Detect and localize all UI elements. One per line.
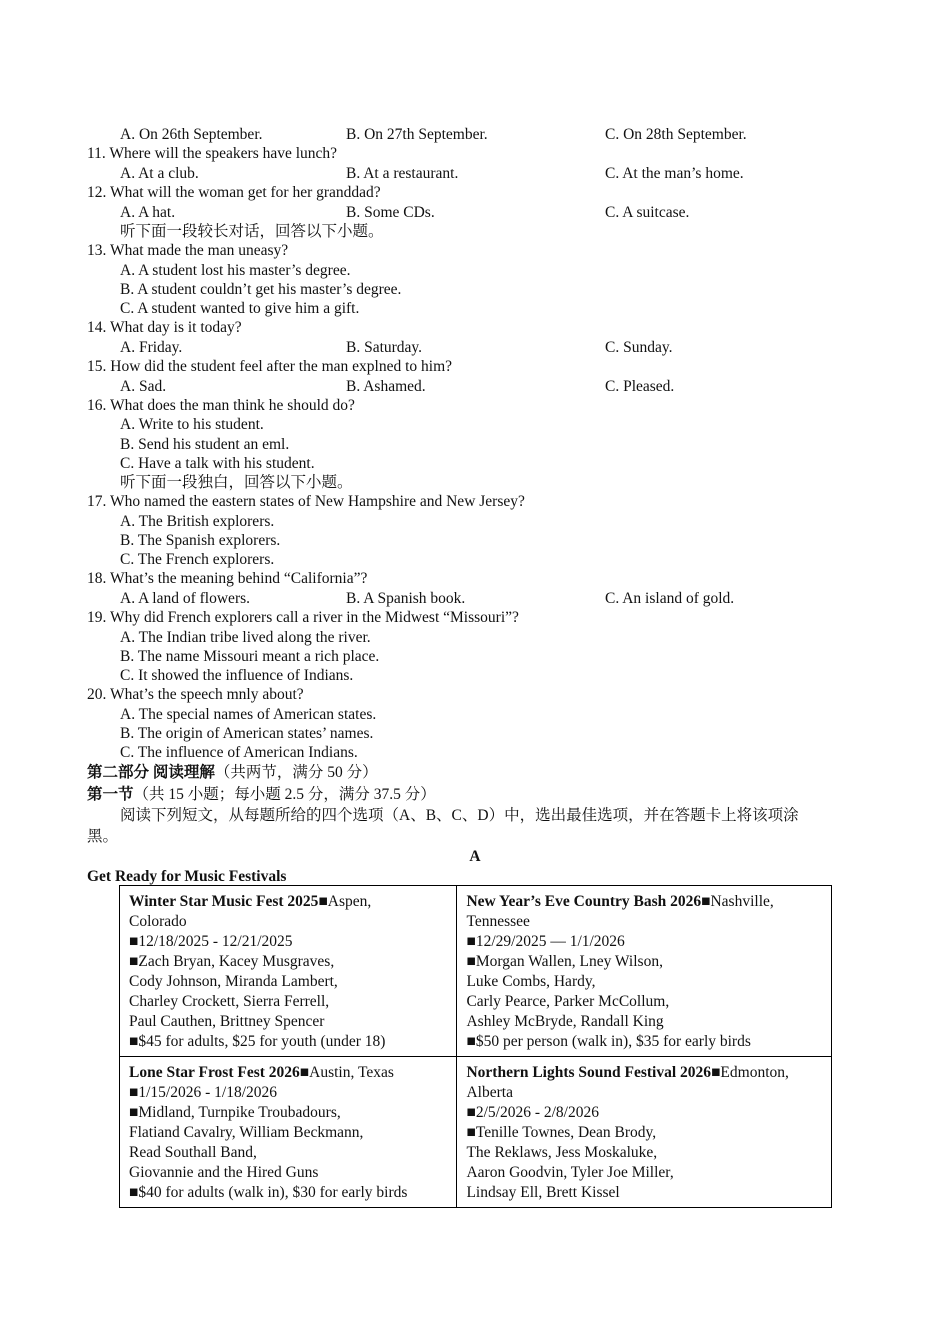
festival-artists: ■Tenille Townes, Dean Brody, [466, 1124, 657, 1141]
festival-name: New Year’s Eve Country Bash 2026 [466, 893, 702, 910]
q11-option-b: B. At a restaurant. [346, 165, 459, 182]
festival-location: ■Nashville, [701, 893, 774, 910]
q14-question: 14. What day is it today? [87, 319, 242, 336]
festival-dates: ■12/29/2025 — 1/1/2026 [466, 933, 625, 950]
festival-location-cont: Alberta [466, 1084, 513, 1101]
part2-title: 第二部分 阅读理解 [87, 764, 215, 781]
table-row [120, 1057, 832, 1208]
festival-name-line [466, 1063, 822, 1083]
festival-location: ■Edmonton, [711, 1064, 789, 1081]
q10-option-b: B. On 27th September. [346, 126, 488, 143]
q10-option-c: C. On 28th September. [605, 126, 747, 143]
festival-artists: Giovannie and the Hired Guns [129, 1164, 319, 1181]
part2-heading [87, 763, 378, 782]
q17-option-a: A. The British explorers. [120, 513, 275, 530]
q18-option-b: B. A Spanish book. [346, 590, 466, 607]
festival-artists: Charley Crockett, Sierra Ferrell, [129, 993, 330, 1010]
q14-option-a: A. Friday. [120, 339, 183, 356]
q12-question: 12. What will the woman get for her granddad? [87, 184, 381, 201]
q10-option-a: A. On 26th September. [120, 126, 263, 143]
festival-price: ■$45 for adults, $25 for youth (under 18) [129, 1033, 386, 1050]
passage-title: Get Ready for Music Festivals [87, 868, 287, 885]
passage-label: A [469, 848, 481, 865]
q13-option-a: A. A student lost his master’s degree. [120, 262, 351, 279]
festival-artists: Paul Cauthen, Brittney Spencer [129, 1013, 325, 1030]
festival-name: Winter Star Music Fest 2025 [129, 893, 319, 910]
festival-artists: Luke Combs, Hardy, [466, 973, 596, 990]
festival-artists: Lindsay Ell, Brett Kissel [466, 1184, 620, 1201]
q16-option-a: A. Write to his student. [120, 416, 264, 433]
festival-artists: Aaron Goodvin, Tyler Joe Miller, [466, 1164, 674, 1181]
festival-artists: The Reklaws, Jess Moskaluke, [466, 1144, 658, 1161]
q18-option-c: C. An island of gold. [605, 590, 735, 607]
q12-option-c: C. A suitcase. [605, 204, 690, 221]
festival-price: ■$40 for adults (walk in), $30 for early birds [129, 1184, 408, 1201]
festival-location: ■Austin, Texas [299, 1064, 394, 1081]
festival-cell-lone-star [120, 1057, 457, 1208]
instruction-monologue: 听下面一段独白，回答以下小题。 [120, 474, 353, 491]
q11-question: 11. Where will the speakers have lunch? [87, 145, 338, 162]
festival-dates: ■12/18/2025 - 12/21/2025 [129, 933, 293, 950]
festival-cell-new-years-eve [457, 886, 832, 1057]
reading-instruction-line2: 黑。 [87, 828, 119, 845]
festival-location: ■Aspen, [318, 893, 372, 910]
q15-question: 15. How did the student feel after the man explned to him? [87, 358, 453, 375]
festival-price: ■$50 per person (walk in), $35 for early birds [466, 1033, 751, 1050]
q12-option-a: A. A hat. [120, 204, 176, 221]
q14-option-c: C. Sunday. [605, 339, 673, 356]
section1-score: （共 15 小题；每小题 2.5 分，满分 37.5 分） [133, 786, 436, 803]
festival-artists: Carly Pearce, Parker McCollum, [466, 993, 670, 1010]
q15-option-b: B. Ashamed. [346, 378, 426, 395]
q16-question: 16. What does the man think he should do? [87, 397, 355, 414]
festival-dates: ■2/5/2026 - 2/8/2026 [466, 1104, 599, 1121]
q16-option-c: C. Have a talk with his student. [120, 455, 315, 472]
festival-cell-winter-star [120, 886, 457, 1057]
festival-name-line [466, 892, 822, 912]
festival-artists: ■Zach Bryan, Kacey Musgraves, [129, 953, 335, 970]
festival-dates: ■1/15/2026 - 1/18/2026 [129, 1084, 277, 1101]
q17-option-c: C. The French explorers. [120, 551, 275, 568]
festival-location-cont: Colorado [129, 913, 187, 930]
q19-question: 19. Why did French explorers call a river in the Midwest “Missouri”? [87, 609, 519, 626]
festival-name-line [129, 1063, 447, 1083]
festival-artists: Read Southall Band, [129, 1144, 257, 1161]
q17-question: 17. Who named the eastern states of New Hampshire and New Jersey? [87, 493, 525, 510]
q11-option-a: A. At a club. [120, 165, 199, 182]
part2-score: （共两节，满分 50 分） [214, 764, 378, 781]
section1-title: 第一节 [87, 786, 134, 803]
festival-name: Northern Lights Sound Festival 2026 [466, 1064, 712, 1081]
festival-name-line [129, 892, 447, 912]
q13-question: 13. What made the man uneasy? [87, 242, 289, 259]
festival-artists: Cody Johnson, Miranda Lambert, [129, 973, 338, 990]
q16-option-b: B. Send his student an eml. [120, 436, 290, 453]
q18-option-a: A. A land of flowers. [120, 590, 251, 607]
q19-option-b: B. The name Missouri meant a rich place. [120, 648, 380, 665]
q20-question: 20. What’s the speech mnly about? [87, 686, 304, 703]
q14-option-b: B. Saturday. [346, 339, 423, 356]
q17-option-b: B. The Spanish explorers. [120, 532, 281, 549]
festivals-table [119, 885, 832, 1208]
festival-artists: Flatiand Cavalry, William Beckmann, [129, 1124, 364, 1141]
festival-location-cont: Tennessee [466, 913, 530, 930]
q19-option-a: A. The Indian tribe lived along the river. [120, 629, 371, 646]
festival-artists: ■Morgan Wallen, Lney Wilson, [466, 953, 663, 970]
q18-question: 18. What’s the meaning behind “California”? [87, 570, 368, 587]
q20-option-a: A. The special names of American states. [120, 706, 377, 723]
q13-option-c: C. A student wanted to give him a gift. [120, 300, 360, 317]
q20-option-b: B. The origin of American states’ names. [120, 725, 374, 742]
q15-option-c: C. Pleased. [605, 378, 675, 395]
festival-name: Lone Star Frost Fest 2026 [129, 1064, 300, 1081]
reading-instruction-line1: 阅读下列短文，从每题所给的四个选项（A、B、C、D）中，选出最佳选项，并在答题卡上将该项涂 [120, 807, 799, 824]
q15-option-a: A. Sad. [120, 378, 167, 395]
q20-option-c: C. The influence of American Indians. [120, 744, 358, 761]
table-row [120, 886, 832, 1057]
section1-heading [87, 785, 436, 804]
festival-cell-northern-lights [457, 1057, 832, 1208]
instruction-long-dialog: 听下面一段较长对话，回答以下小题。 [120, 223, 384, 240]
q19-option-c: C. It showed the influence of Indians. [120, 667, 354, 684]
q12-option-b: B. Some CDs. [346, 204, 435, 221]
festival-artists: ■Midland, Turnpike Troubadours, [129, 1104, 341, 1121]
q11-option-c: C. At the man’s home. [605, 165, 744, 182]
q13-option-b: B. A student couldn’t get his master’s degree. [120, 281, 402, 298]
festival-artists: Ashley McBryde, Randall King [466, 1013, 664, 1030]
